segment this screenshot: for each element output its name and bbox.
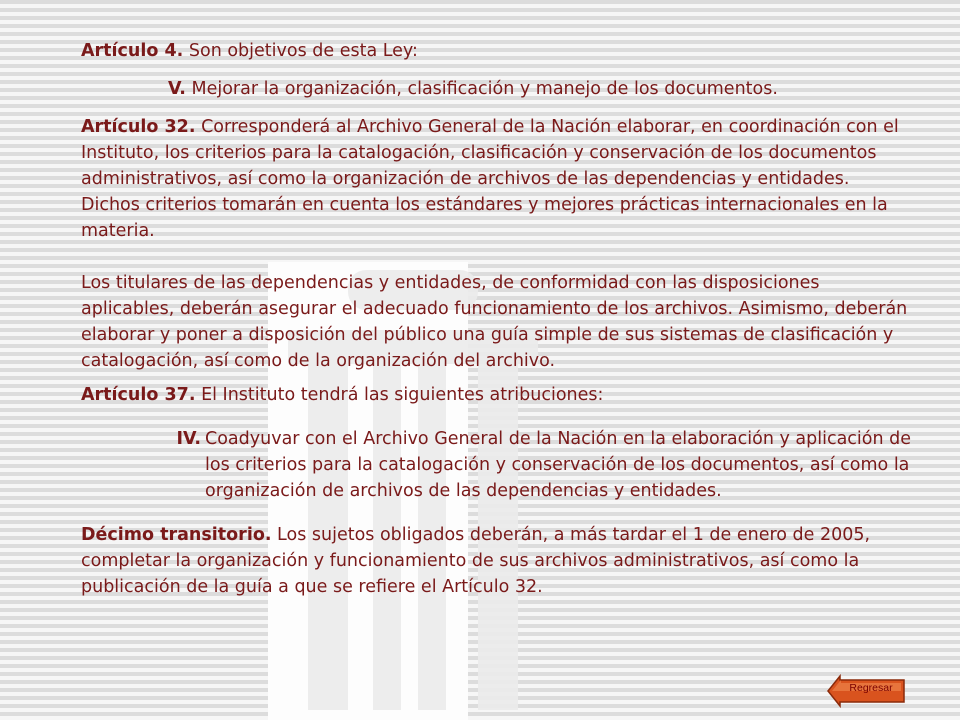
item-v-label: V.	[168, 79, 186, 99]
articulo-37-text: El Instituto tendrá las siguientes atribuciones:	[195, 385, 604, 405]
articulo-37-label: Artículo 37.	[81, 385, 196, 405]
back-button-label: Regresar	[849, 682, 893, 694]
item-iv-label: IV.	[176, 429, 201, 449]
articulo-37-item-iv	[81, 426, 911, 504]
articulo-37-heading	[81, 382, 911, 408]
back-button[interactable]	[826, 670, 906, 712]
decimo-transitorio-paragraph	[81, 522, 911, 600]
decimo-transitorio-label: Décimo transitorio.	[81, 525, 272, 545]
decimo-transitorio-text: Los sujetos obligados deberán, a más tardar el 1 de enero de 2005, completar la organización y funcionamiento de sus archivos administrativos, así como la publicación de la guía a que se refiere el Artículo 32.	[81, 525, 871, 597]
articulo-4-item-v	[81, 76, 911, 102]
articulo-4-heading	[81, 38, 911, 64]
articulo-32-text: Corresponderá al Archivo General de la Nación elaborar, en coordinación con el Instituto, los criterios para la catalogación, clasificación y conservación de los documentos administrativos, así como la organización de archivos de las dependencias y entidades. Dichos criterios tomarán en cuenta los estándares y mejores prácticas internacionales en la materia.	[81, 117, 899, 241]
item-iv-text: Coadyuvar con el Archivo General de la Nación en la elaboración y aplicación de los criterios para la catalogación y conservación de los documentos, así como la organización de archivos de las dependencias y entidades.	[205, 429, 912, 501]
articulo-32-label: Artículo 32.	[81, 117, 196, 137]
articulo-32-paragraph	[81, 114, 911, 244]
articulo-4-label: Artículo 4.	[81, 41, 184, 61]
document-body	[81, 38, 911, 600]
item-v-text: Mejorar la organización, clasificación y manejo de los documentos.	[185, 79, 778, 99]
articulo-4-text: Son objetivos de esta Ley:	[183, 41, 418, 61]
articulo-32-paragraph-2: Los titulares de las dependencias y entidades, de conformidad con las disposiciones aplicables, deberán asegurar el adecuado funcionamiento de los archivos. Asimismo, deberán elaborar y poner a disposición del público una guía simple de sus sistemas de clasificación y catalogación, así como de la organización del archivo.	[81, 273, 908, 371]
